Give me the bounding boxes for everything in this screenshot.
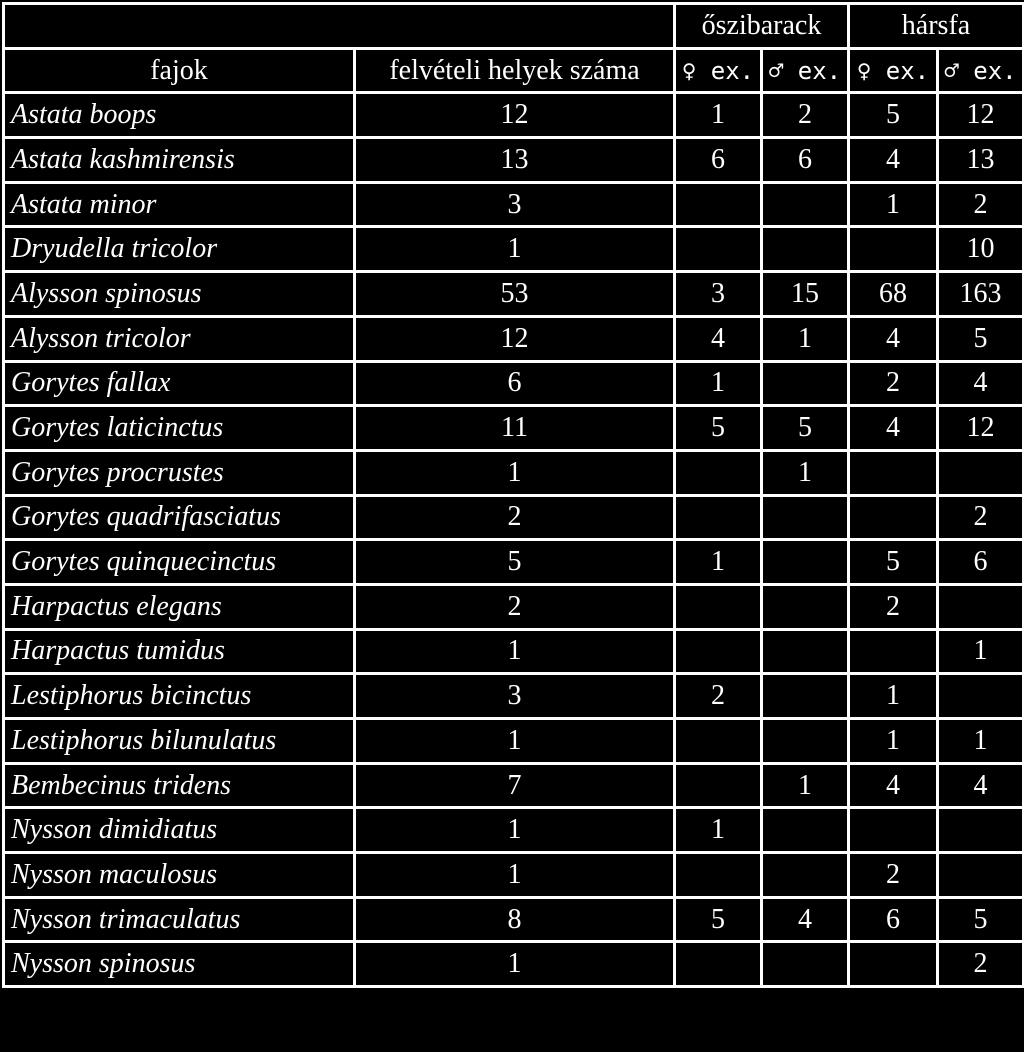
sites-count-cell: 1 — [355, 227, 675, 272]
male-harsfa-cell: 1 — [938, 719, 1024, 764]
table-row — [4, 406, 1024, 451]
male-harsfa-cell: 6 — [938, 540, 1024, 585]
male-oszibarack-cell: 5 — [762, 406, 849, 451]
female-harsfa-cell — [849, 495, 938, 540]
female-harsfa-cell: 6 — [849, 897, 938, 942]
table-row — [4, 540, 1024, 585]
female-oszibarack-cell — [675, 853, 762, 898]
male-oszibarack-cell — [762, 942, 849, 987]
sites-count-cell: 12 — [355, 93, 675, 138]
column-header-fajok: fajok — [4, 48, 355, 93]
female-oszibarack-cell — [675, 629, 762, 674]
table-row — [4, 361, 1024, 406]
table-row — [4, 227, 1024, 272]
male-oszibarack-cell: 4 — [762, 897, 849, 942]
male-harsfa-cell: 2 — [938, 495, 1024, 540]
sites-count-cell: 2 — [355, 584, 675, 629]
species-cell: Astata kashmirensis — [4, 138, 355, 183]
sites-count-cell: 1 — [355, 450, 675, 495]
female-harsfa-cell: 1 — [849, 182, 938, 227]
female-oszibarack-cell: 5 — [675, 897, 762, 942]
species-cell: Astata minor — [4, 182, 355, 227]
female-harsfa-cell: 4 — [849, 763, 938, 808]
male-harsfa-cell: 5 — [938, 316, 1024, 361]
table-row — [4, 808, 1024, 853]
sites-count-cell: 53 — [355, 272, 675, 317]
female-harsfa-cell: 5 — [849, 93, 938, 138]
group-header-row — [4, 4, 1024, 49]
group-header-oszibarack: őszibarack — [675, 4, 849, 49]
species-cell: Harpactus tumidus — [4, 629, 355, 674]
sites-count-cell: 1 — [355, 719, 675, 764]
male-harsfa-cell: 2 — [938, 182, 1024, 227]
male-harsfa-cell — [938, 450, 1024, 495]
female-harsfa-cell: 2 — [849, 853, 938, 898]
table-row — [4, 450, 1024, 495]
table-row — [4, 182, 1024, 227]
male-harsfa-cell: 163 — [938, 272, 1024, 317]
male-harsfa-cell: 13 — [938, 138, 1024, 183]
species-cell: Gorytes laticinctus — [4, 406, 355, 451]
female-oszibarack-cell — [675, 182, 762, 227]
table-row — [4, 942, 1024, 987]
male-harsfa-cell: 2 — [938, 942, 1024, 987]
sites-count-cell: 3 — [355, 182, 675, 227]
male-harsfa-cell — [938, 584, 1024, 629]
species-cell: Astata boops — [4, 93, 355, 138]
female-oszibarack-cell: 2 — [675, 674, 762, 719]
column-header-felveteli-helyek: felvételi helyek száma — [355, 48, 675, 93]
male-harsfa-cell: 12 — [938, 93, 1024, 138]
table-row — [4, 897, 1024, 942]
female-oszibarack-cell: 5 — [675, 406, 762, 451]
species-cell: Nysson maculosus — [4, 853, 355, 898]
sites-count-cell: 3 — [355, 674, 675, 719]
table-row — [4, 316, 1024, 361]
species-cell: Bembecinus tridens — [4, 763, 355, 808]
male-oszibarack-cell — [762, 808, 849, 853]
male-oszibarack-cell: 1 — [762, 450, 849, 495]
male-harsfa-cell — [938, 808, 1024, 853]
male-harsfa-cell: 5 — [938, 897, 1024, 942]
table-row — [4, 93, 1024, 138]
female-harsfa-cell — [849, 227, 938, 272]
female-oszibarack-cell: 1 — [675, 808, 762, 853]
sites-count-cell: 5 — [355, 540, 675, 585]
female-oszibarack-cell — [675, 495, 762, 540]
female-harsfa-cell: 1 — [849, 674, 938, 719]
table-row — [4, 853, 1024, 898]
female-oszibarack-cell: 4 — [675, 316, 762, 361]
species-cell: Lestiphorus bicinctus — [4, 674, 355, 719]
female-oszibarack-cell — [675, 227, 762, 272]
table-row — [4, 138, 1024, 183]
group-header-harsfa: hársfa — [849, 4, 1024, 49]
female-oszibarack-cell: 3 — [675, 272, 762, 317]
sites-count-cell: 1 — [355, 942, 675, 987]
species-cell: Alysson spinosus — [4, 272, 355, 317]
female-oszibarack-cell: 6 — [675, 138, 762, 183]
female-harsfa-cell — [849, 629, 938, 674]
species-cell: Nysson trimaculatus — [4, 897, 355, 942]
male-oszibarack-cell: 1 — [762, 763, 849, 808]
male-oszibarack-cell — [762, 495, 849, 540]
species-cell: Harpactus elegans — [4, 584, 355, 629]
female-harsfa-cell: 1 — [849, 719, 938, 764]
male-oszibarack-cell: 1 — [762, 316, 849, 361]
male-oszibarack-cell — [762, 853, 849, 898]
male-oszibarack-cell — [762, 227, 849, 272]
sites-count-cell: 1 — [355, 629, 675, 674]
male-oszibarack-cell: 2 — [762, 93, 849, 138]
female-harsfa-cell: 4 — [849, 316, 938, 361]
sites-count-cell: 12 — [355, 316, 675, 361]
male-oszibarack-cell — [762, 182, 849, 227]
male-harsfa-cell: 10 — [938, 227, 1024, 272]
male-oszibarack-cell: 15 — [762, 272, 849, 317]
table-row — [4, 629, 1024, 674]
female-oszibarack-cell: 1 — [675, 361, 762, 406]
species-table — [2, 2, 1024, 988]
column-header-male-harsfa: ♂ ex. — [938, 48, 1024, 93]
column-header-female-harsfa: ♀ ex. — [849, 48, 938, 93]
species-cell: Gorytes quinquecinctus — [4, 540, 355, 585]
female-harsfa-cell: 68 — [849, 272, 938, 317]
column-header-male-oszibarack: ♂ ex. — [762, 48, 849, 93]
male-harsfa-cell: 4 — [938, 763, 1024, 808]
male-harsfa-cell — [938, 853, 1024, 898]
species-cell: Lestiphorus bilunulatus — [4, 719, 355, 764]
male-oszibarack-cell — [762, 629, 849, 674]
sites-count-cell: 8 — [355, 897, 675, 942]
species-cell: Nysson spinosus — [4, 942, 355, 987]
female-oszibarack-cell — [675, 719, 762, 764]
species-cell: Gorytes fallax — [4, 361, 355, 406]
species-cell: Nysson dimidiatus — [4, 808, 355, 853]
sites-count-cell: 1 — [355, 808, 675, 853]
male-harsfa-cell — [938, 674, 1024, 719]
table-row — [4, 272, 1024, 317]
species-cell: Gorytes procrustes — [4, 450, 355, 495]
female-oszibarack-cell — [675, 942, 762, 987]
female-harsfa-cell: 4 — [849, 406, 938, 451]
table-row — [4, 584, 1024, 629]
female-harsfa-cell: 2 — [849, 584, 938, 629]
male-harsfa-cell: 4 — [938, 361, 1024, 406]
female-harsfa-cell: 5 — [849, 540, 938, 585]
sites-count-cell: 7 — [355, 763, 675, 808]
table-row — [4, 674, 1024, 719]
female-harsfa-cell — [849, 808, 938, 853]
sites-count-cell: 13 — [355, 138, 675, 183]
male-harsfa-cell: 12 — [938, 406, 1024, 451]
male-oszibarack-cell — [762, 540, 849, 585]
female-oszibarack-cell: 1 — [675, 540, 762, 585]
species-cell: Alysson tricolor — [4, 316, 355, 361]
male-oszibarack-cell — [762, 719, 849, 764]
female-oszibarack-cell — [675, 584, 762, 629]
male-oszibarack-cell — [762, 674, 849, 719]
header-blank-cell — [4, 4, 675, 49]
table-body — [4, 4, 1024, 987]
species-cell: Gorytes quadrifasciatus — [4, 495, 355, 540]
sites-count-cell: 11 — [355, 406, 675, 451]
sites-count-cell: 2 — [355, 495, 675, 540]
column-header-row — [4, 48, 1024, 93]
table-row — [4, 495, 1024, 540]
species-cell: Dryudella tricolor — [4, 227, 355, 272]
female-oszibarack-cell: 1 — [675, 93, 762, 138]
female-harsfa-cell: 2 — [849, 361, 938, 406]
female-harsfa-cell: 4 — [849, 138, 938, 183]
female-harsfa-cell — [849, 942, 938, 987]
column-header-female-oszibarack: ♀ ex. — [675, 48, 762, 93]
female-harsfa-cell — [849, 450, 938, 495]
table-row — [4, 719, 1024, 764]
table-row — [4, 763, 1024, 808]
male-oszibarack-cell — [762, 584, 849, 629]
sites-count-cell: 6 — [355, 361, 675, 406]
female-oszibarack-cell — [675, 763, 762, 808]
male-oszibarack-cell: 6 — [762, 138, 849, 183]
male-harsfa-cell: 1 — [938, 629, 1024, 674]
sites-count-cell: 1 — [355, 853, 675, 898]
male-oszibarack-cell — [762, 361, 849, 406]
female-oszibarack-cell — [675, 450, 762, 495]
